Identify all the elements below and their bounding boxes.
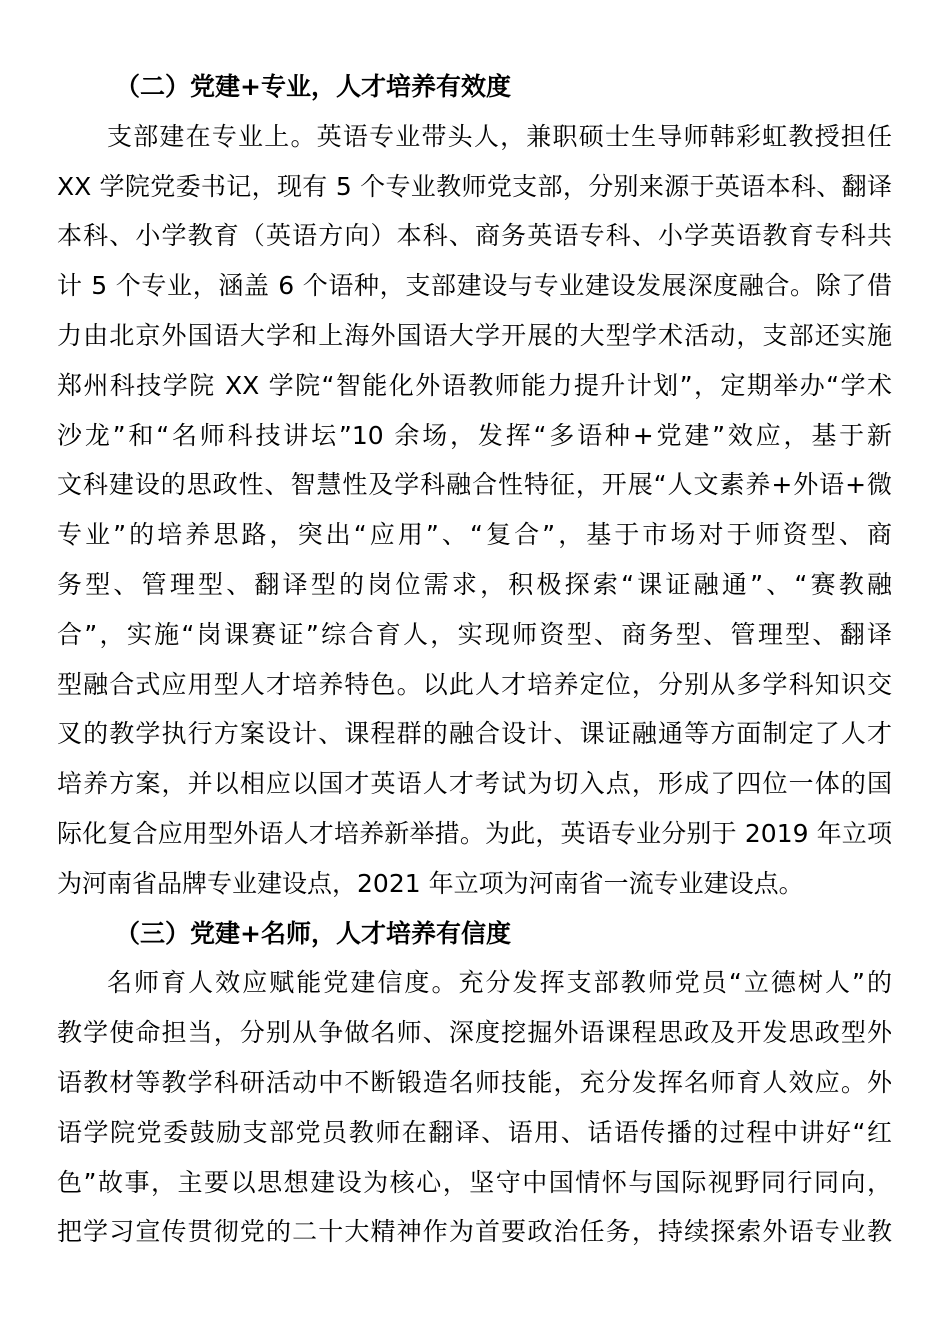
text-line: XX 学院党委书记，现有 5 个专业教师党支部，分别来源于英语本科、翻译 bbox=[57, 171, 892, 201]
section-heading: （三）党建+名师，人才培养有信度 bbox=[115, 918, 511, 948]
text-line: 文科建设的思政性、智慧性及学科融合性特征，开展“人文素养+外语+微 bbox=[57, 470, 892, 500]
text-line: 型融合式应用型人才培养特色。以此人才培养定位，分别从多学科知识交 bbox=[57, 669, 892, 699]
text-line: 郑州科技学院 XX 学院“智能化外语教师能力提升计划”，定期举办“学术 bbox=[57, 370, 892, 400]
text-line: 计 5 个专业，涵盖 6 个语种，支部建设与专业建设发展深度融合。除了借 bbox=[57, 271, 892, 301]
text-line: 教学使命担当，分别从争做名师、深度挖掘外语课程思政及开发思政型外 bbox=[57, 1018, 892, 1048]
text-line: 把学习宣传贯彻党的二十大精神作为首要政治任务，持续探索外语专业教 bbox=[57, 1217, 892, 1247]
text-line: 际化复合应用型外语人才培养新举措。为此，英语专业分别于 2019 年立项 bbox=[57, 818, 892, 848]
text-line: 色”故事，主要以思想建设为核心，坚守中国情怀与国际视野同行同向， bbox=[57, 1167, 892, 1197]
text-line: 专业”的培养思路，突出“应用”、“复合”，基于市场对于师资型、商 bbox=[57, 520, 892, 550]
text-line: 名师育人效应赋能党建信度。充分发挥支部教师党员“立德树人”的 bbox=[107, 968, 892, 998]
text-line: 沙龙”和“名师科技讲坛”10 余场，发挥“多语种+党建”效应，基于新 bbox=[57, 420, 892, 450]
document-page bbox=[57, 62, 892, 1257]
text-line: 培养方案，并以相应以国才英语人才考试为切入点，形成了四位一体的国 bbox=[57, 769, 892, 799]
text-line: 务型、管理型、翻译型的岗位需求，积极探索“课证融通”、“赛教融 bbox=[57, 569, 892, 599]
text-line: 语学院党委鼓励支部党员教师在翻译、语用、话语传播的过程中讲好“红 bbox=[57, 1117, 892, 1147]
text-line: 叉的教学执行方案设计、课程群的融合设计、课证融通等方面制定了人才 bbox=[57, 719, 892, 749]
text-line: 为河南省品牌专业建设点，2021 年立项为河南省一流专业建设点。 bbox=[57, 868, 804, 898]
text-line: 本科、小学教育（英语方向）本科、商务英语专科、小学英语教育专科共 bbox=[57, 221, 892, 251]
text-line: 合”，实施“岗课赛证”综合育人，实现师资型、商务型、管理型、翻译 bbox=[57, 619, 892, 649]
text-line: 支部建在专业上。英语专业带头人，兼职硕士生导师韩彩虹教授担任 bbox=[107, 121, 892, 151]
paragraph-party-building-teachers bbox=[57, 958, 892, 1257]
text-line: 语教材等教学科研活动中不断锻造名师技能，充分发挥名师育人效应。外 bbox=[57, 1067, 892, 1097]
paragraph-party-building-major bbox=[57, 112, 892, 909]
text-line: 力由北京外国语大学和上海外国语大学开展的大型学术活动，支部还实施 bbox=[57, 320, 892, 350]
section-heading: （二）党建+专业，人才培养有效度 bbox=[115, 72, 511, 101]
